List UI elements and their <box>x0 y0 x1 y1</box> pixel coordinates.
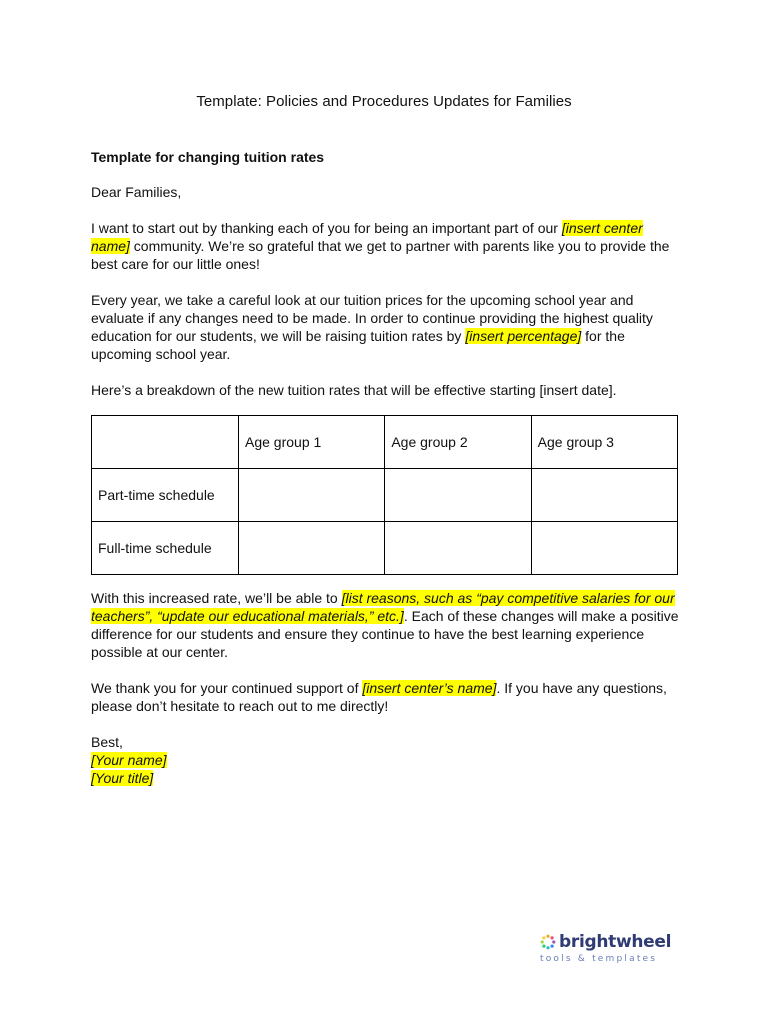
paragraph-reasons <box>91 589 681 661</box>
signoff <box>91 733 681 787</box>
table-cell <box>531 522 677 575</box>
brightwheel-burst-icon <box>540 934 556 950</box>
paragraph-text: I want to start out by thanking each of you for being an important part of our <box>91 220 562 236</box>
table-header-cell <box>92 416 239 469</box>
placeholder-center-name: [insert center’s name] <box>362 680 497 696</box>
table-header-cell: Age group 1 <box>239 416 385 469</box>
logo-row <box>540 932 680 952</box>
signoff-closing: Best, <box>91 734 123 750</box>
placeholder-your-name: [Your name] <box>91 752 167 768</box>
placeholder-your-title: [Your title] <box>91 770 154 786</box>
tuition-rate-table <box>91 415 678 575</box>
placeholder-percentage: [insert percentage] <box>465 328 582 344</box>
table-cell <box>385 469 531 522</box>
placeholder-reasons: [list reasons, such as “pay competitive salaries for our teachers”, “update our educational materials,” etc.] <box>91 590 675 624</box>
table-row <box>92 469 678 522</box>
paragraph-tuition-review <box>91 291 681 363</box>
paragraph-text: With this increased rate, we’ll be able to <box>91 590 342 606</box>
paragraph-text: community. We’re so grateful that we get to partner with parents like you to provide the best care for our little ones! <box>91 238 670 272</box>
document-title: Template: Policies and Procedures Updates for Families <box>196 93 572 110</box>
logo-tagline: tools & templates <box>540 954 658 964</box>
brightwheel-logo <box>540 932 680 972</box>
signoff-name <box>91 751 681 769</box>
paragraph-text: Every year, we take a careful look at our tuition prices for the upcoming school year and evaluate if any changes need to be made. In order to continue providing the highest quality education for our students, we will be raising tuition rates by <box>91 292 653 344</box>
paragraph-text: for the upcoming school year. <box>91 328 625 362</box>
signoff-title <box>91 769 681 787</box>
table-header-cell: Age group 2 <box>385 416 531 469</box>
greeting: Dear Families, <box>91 184 182 200</box>
section-subheading: Template for changing tuition rates <box>91 149 325 165</box>
table-row-label: Full-time schedule <box>92 522 239 575</box>
placeholder-center-name: [insert center name] <box>91 220 643 254</box>
paragraph-thanks <box>91 219 681 273</box>
table-cell <box>385 522 531 575</box>
table-cell <box>239 522 385 575</box>
table-header-row <box>92 416 678 469</box>
table-cell <box>239 469 385 522</box>
document-body <box>91 148 681 787</box>
table-row <box>92 522 678 575</box>
table-row-label: Part-time schedule <box>92 469 239 522</box>
table-header-cell: Age group 3 <box>531 416 677 469</box>
table-cell <box>531 469 677 522</box>
paragraph-breakdown: Here’s a breakdown of the new tuition rates that will be effective starting [insert date]. <box>91 382 617 398</box>
paragraph-text: . If you have any questions, please don’t hesitate to reach out to me directly! <box>91 680 667 714</box>
paragraph-text: . Each of these changes will make a positive difference for our students and ensure they continue to have the best learning experience possible at our center. <box>91 608 679 660</box>
paragraph-text: We thank you for your continued support of <box>91 680 363 696</box>
paragraph-closing <box>91 679 681 715</box>
logo-wordmark: brightwheel <box>559 932 672 952</box>
